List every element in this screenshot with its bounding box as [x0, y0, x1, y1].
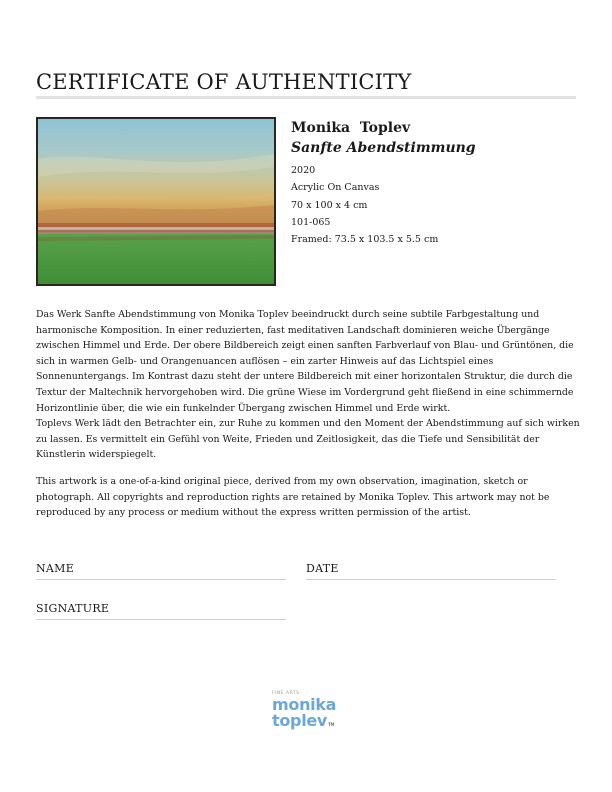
signature-field	[36, 602, 286, 620]
date-label: DATE	[306, 562, 339, 575]
description-paragraph: Das Werk Sanfte Abendstimmung von Monika Toplev beeindruckt durch seine subtile Farbgestaltung und harmonische Komposition. In einer reduzierten, fast meditativen Landschaft dominieren weiche Übergänge zwischen Himmel und Erde. Der obere Bildbereich zeigt einen sanften Farbverlauf von Blau- und Grüntönen, die sich in warmen Gelb- und Orangenuancen auflösen – ein zarter Hinweis auf das Lichtspiel eines Sonnenuntergangs. Im Kontrast dazu steht der untere Bildbereich mit einer horizontalen Struktur, die durch die Textur der Maltechnik hervorgehoben wird. Die grüne Wiese im Vordergrund geht fließend in eine schimmernde Horizontlinie über, die wie ein funkelnder Übergang zwischen Himmel und Erde wirkt.	[36, 309, 574, 414]
description-paragraph: Toplevs Werk lädt den Betrachter ein, zur Ruhe zu kommen und den Moment der Abendstimmung auf sich wirken zu lassen. Es vermittelt ein Gefühl von Weite, Frieden und Zeitlosigkeit, das die Tiefe und Sensibilität der Künstlerin widerspiegelt.	[36, 418, 580, 461]
signature-line	[36, 619, 286, 620]
title-divider	[36, 96, 576, 99]
artwork-medium: Acrylic On Canvas	[291, 182, 380, 194]
artwork-details	[291, 120, 581, 248]
artwork-description	[36, 307, 581, 463]
name-label: NAME	[36, 562, 75, 575]
painting-illustration	[38, 119, 274, 284]
artwork-title: Sanfte Abendstimmung	[291, 140, 476, 156]
certificate-title: CERTIFICATE OF AUTHENTICITY	[36, 70, 412, 94]
artist-name: Monika Toplev	[291, 120, 411, 136]
rights-statement: This artwork is a one-of-a-kind original piece, derived from my own observation, imagination, sketch or photograph. All copyrights and reproduction rights are retained by Monika Toplev. This artwork may not be reproduced by any process or medium without the express written permission of the artist.	[36, 476, 550, 519]
artwork-dimensions: 70 x 100 x 4 cm	[291, 199, 368, 211]
artist-logo	[272, 691, 342, 733]
logo-line-2-wrap	[272, 713, 342, 733]
artwork-framed-size: Framed: 73.5 x 103.5 x 5.5 cm	[291, 234, 439, 246]
logo-line-2: toplev	[272, 711, 328, 730]
artwork-image	[36, 117, 276, 286]
date-field	[306, 562, 556, 580]
name-field	[36, 562, 286, 580]
name-line	[36, 579, 286, 580]
artwork-code: 101-065	[291, 216, 331, 228]
signature-label: SIGNATURE	[36, 602, 110, 615]
date-line	[306, 579, 556, 580]
logo-tagline: FINE ARTS	[272, 691, 300, 696]
logo-trademark: TM	[328, 722, 335, 727]
logo-line-1: monika	[272, 695, 337, 714]
artwork-year: 2020	[291, 165, 316, 176]
